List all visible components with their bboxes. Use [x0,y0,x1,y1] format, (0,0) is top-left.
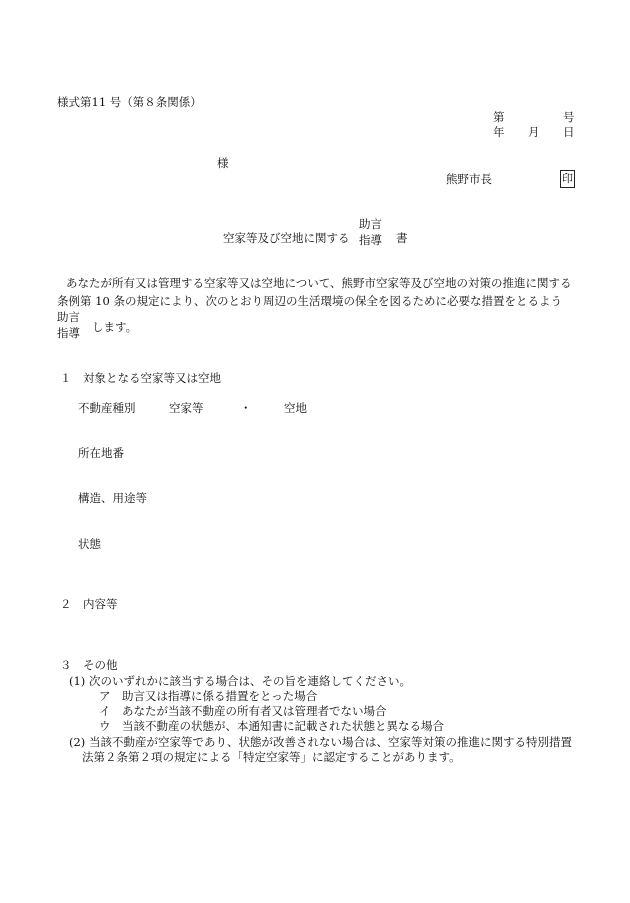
condition-label: 状態 [78,537,101,551]
doc-no-go: 号 [563,110,575,124]
title-option-lower: 指導 [359,233,382,247]
title-suffix: 書 [396,231,408,245]
property-type-option-vacant-lot: 空地 [284,401,307,415]
body-option-lower: 指導 [57,326,80,340]
doc-no-dai: 第 [493,110,505,124]
section3-item-2-line-2: 法第２条第２項の規定による「特定空家等」に認定することがあります。 [82,750,461,764]
section3-item-1: (1) 次のいずれかに該当する場合は、その旨を連絡してください。 [69,674,411,688]
section3-item-1-i: イ あなたが当該不動産の所有者又は管理者でない場合 [99,704,387,718]
body-option-upper: 助言 [57,310,80,324]
property-type-option-vacant-house: 空家等 [169,401,204,415]
body-line-2: 条例第 10 条の規定により、次のとおり周辺の生活環境の保全を図るために必要な措置をとるよう [57,294,562,308]
seal-box: 印 [560,170,575,188]
title-option-upper: 助言 [359,217,382,231]
date-day: 日 [563,125,575,139]
body-line-1: あなたが所有又は管理する空家等又は空地について、熊野市空家等及び空地の対策の推進に関する [66,276,572,290]
date-year: 年 [493,125,505,139]
section3-heading: ３ その他 [60,658,118,672]
title-prefix: 空家等及び空地に関する [223,231,350,245]
section3-item-2-line-1: (2) 当該不動産が空家等であり、状態が改善されない場合は、空家等対策の推進に関する特別措置 [69,735,572,749]
section3-item-1-a: ア 助言又は指導に係る措置をとった場合 [99,689,318,703]
property-type-label: 不動産種別 [78,401,136,415]
location-label: 所在地番 [78,446,124,460]
date-month: 月 [528,125,540,139]
structure-label: 構造、用途等 [78,491,147,505]
body-line-3-tail: します。 [92,320,138,334]
property-type-separator: ・ [240,401,252,415]
section1-heading: １ 対象となる空家等又は空地 [60,371,221,385]
section3-item-1-u: ウ 当該不動産の状態が、本通知書に記載された状態と異なる場合 [99,719,444,733]
addressee-suffix: 様 [217,156,229,170]
issuer-name: 熊野市長 [446,172,492,186]
section2-heading: ２ 内容等 [60,597,118,611]
form-number: 様式第11 号（第８条関係） [57,95,202,109]
